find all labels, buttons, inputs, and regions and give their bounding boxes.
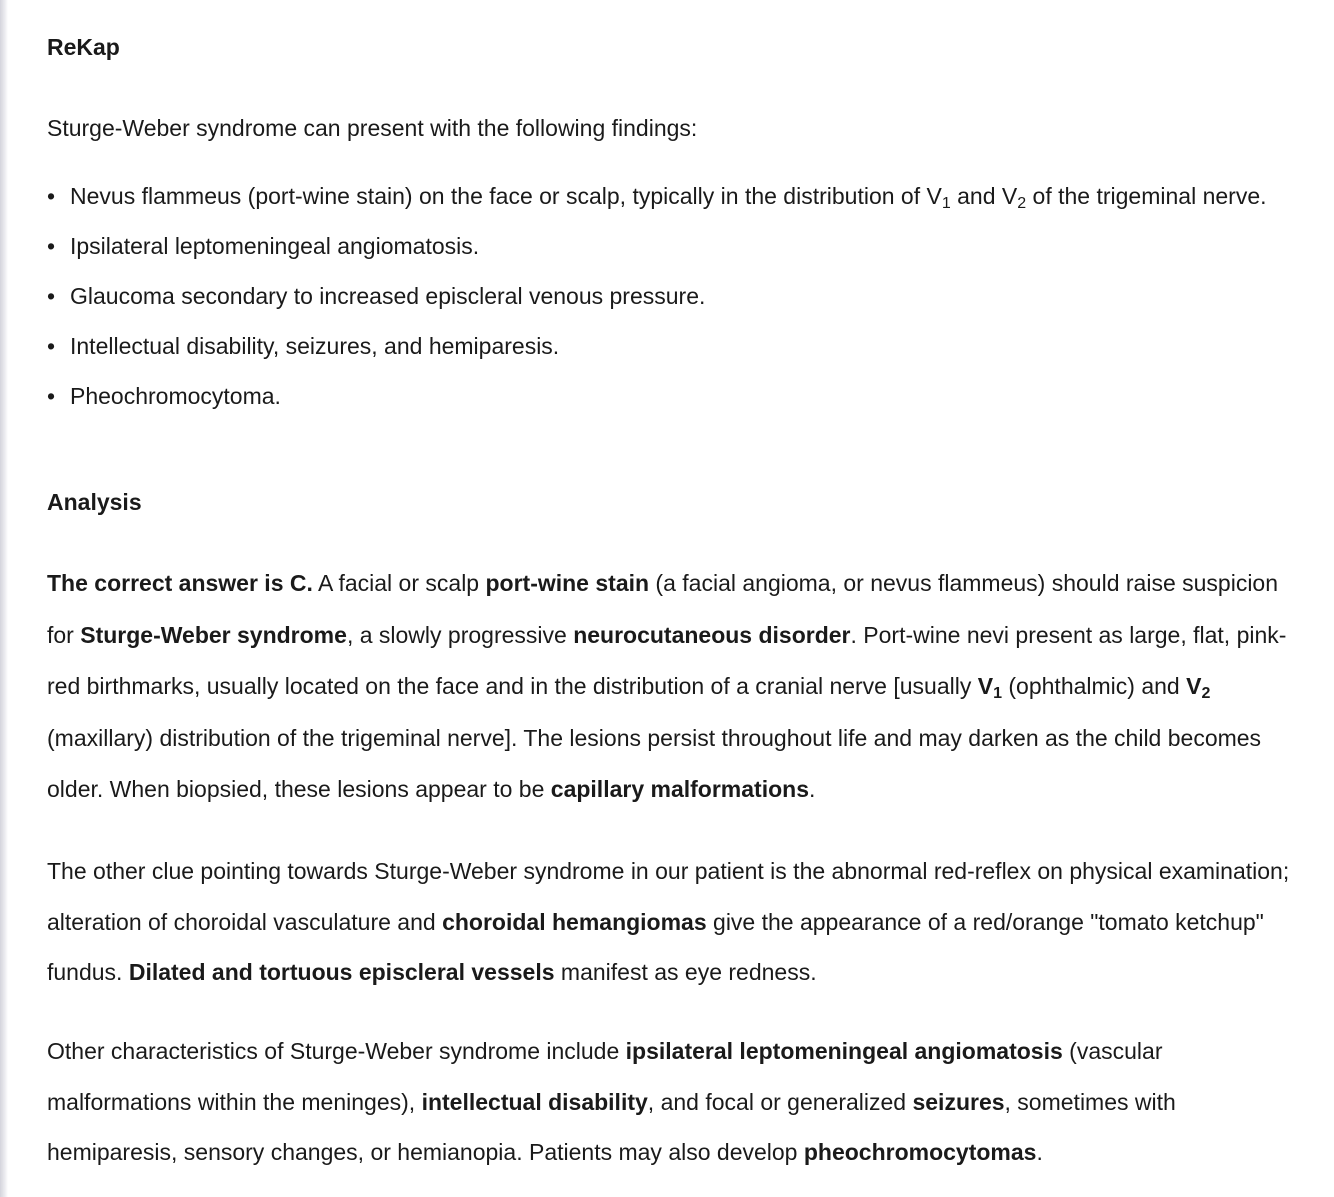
text-span: . <box>1036 1139 1043 1165</box>
finding-item <box>47 227 1307 266</box>
bold-term: port-wine stain <box>485 570 650 596</box>
text-span: The other clue pointing towards Sturge-Weber syndrome in our patient is the abnormal red-reflex on physical examination; alteration of choroidal vasculature and <box>47 858 1290 935</box>
text-span: A facial or scalp <box>312 570 486 596</box>
finding-text: and V <box>950 183 1018 209</box>
rekap-heading: ReKap <box>47 34 120 60</box>
text-span: (ophthalmic) and <box>1002 673 1187 699</box>
bold-term: intellectual disability <box>421 1088 648 1115</box>
text-span: (maxillary) distribution of the trigeminal nerve]. The lesions persist throughout life and may darken as the child becomes older. When biopsied, these lesions appear to be <box>47 724 1262 802</box>
subscript: 2 <box>1017 195 1027 212</box>
bold-term: Dilated and tortuous episcleral vessels <box>128 959 555 985</box>
finding-item <box>47 377 1307 416</box>
bold-term: Sturge-Weber syndrome <box>80 621 347 648</box>
bold-term <box>1186 673 1211 702</box>
finding-text: of the trigeminal nerve. <box>1026 183 1267 209</box>
bold-term <box>977 673 1002 702</box>
finding-item <box>47 177 1307 216</box>
analysis-paragraph-3 <box>47 1026 1302 1178</box>
text-span: , sometimes with hemiparesis, sensory changes, or hemianopia. Patients may also develop <box>47 1088 1176 1165</box>
text-span: give the appearance of a red/orange "tomato ketchup" fundus. <box>47 908 1264 985</box>
finding-text: Intellectual disability, seizures, and hemiparesis. <box>70 333 560 359</box>
text-span: Other characteristics of Sturge-Weber syndrome include <box>47 1038 626 1064</box>
finding-text: Glaucoma secondary to increased episcleral venous pressure. <box>70 283 706 309</box>
bold-term: ipsilateral leptomeningeal angiomatosis <box>625 1038 1063 1064</box>
bold-term: neurocutaneous disorder <box>573 621 851 648</box>
bold-term: capillary malformations <box>550 776 809 802</box>
text-span: . <box>808 776 816 802</box>
subscript: 1 <box>941 195 951 212</box>
findings-list <box>47 177 1307 427</box>
subscript: 2 <box>1201 685 1211 702</box>
intro-text: Sturge-Weber syndrome can present with the following findings: <box>47 115 698 141</box>
finding-text: Pheochromocytoma. <box>70 383 281 409</box>
text-span: , a slowly progressive <box>346 621 574 648</box>
finding-text: Nevus flammeus (port-wine stain) on the face or scalp, typically in the distribution of V <box>70 183 942 209</box>
finding-item <box>47 277 1307 316</box>
bullet-icon: • <box>47 283 56 309</box>
text-span: , and focal or generalized <box>647 1088 913 1115</box>
left-edge-shadow <box>0 0 8 1197</box>
bullet-icon: • <box>47 233 56 259</box>
bullet-icon: • <box>47 383 56 409</box>
bold-term-text: V <box>1186 673 1202 699</box>
analysis-heading: Analysis <box>47 489 142 515</box>
analysis-paragraph-1 <box>47 558 1302 816</box>
bold-term-text: V <box>977 673 994 699</box>
finding-item <box>47 327 1307 366</box>
text-span: . Port-wine nevi present as large, flat, pink-red birthmarks, usually located on the face and in the distribution of a cranial nerve [usually <box>47 621 1287 699</box>
bullet-icon: • <box>47 333 56 359</box>
bullet-icon: • <box>47 183 56 209</box>
bold-term: pheochromocytomas <box>803 1139 1037 1165</box>
analysis-paragraph-2 <box>47 846 1302 998</box>
text-span: manifest as eye redness. <box>554 959 817 985</box>
bold-term: choroidal hemangiomas <box>442 908 707 935</box>
subscript: 1 <box>993 685 1002 702</box>
text-span: (a facial angioma, or nevus flammeus) should raise suspicion for <box>47 570 1279 648</box>
correct-answer-label: The correct answer is C. <box>47 570 313 596</box>
finding-text: Ipsilateral leptomeningeal angiomatosis. <box>70 233 480 259</box>
text-span: (vascular malformations within the meninges), <box>47 1038 1163 1115</box>
bold-term: seizures <box>912 1088 1005 1115</box>
